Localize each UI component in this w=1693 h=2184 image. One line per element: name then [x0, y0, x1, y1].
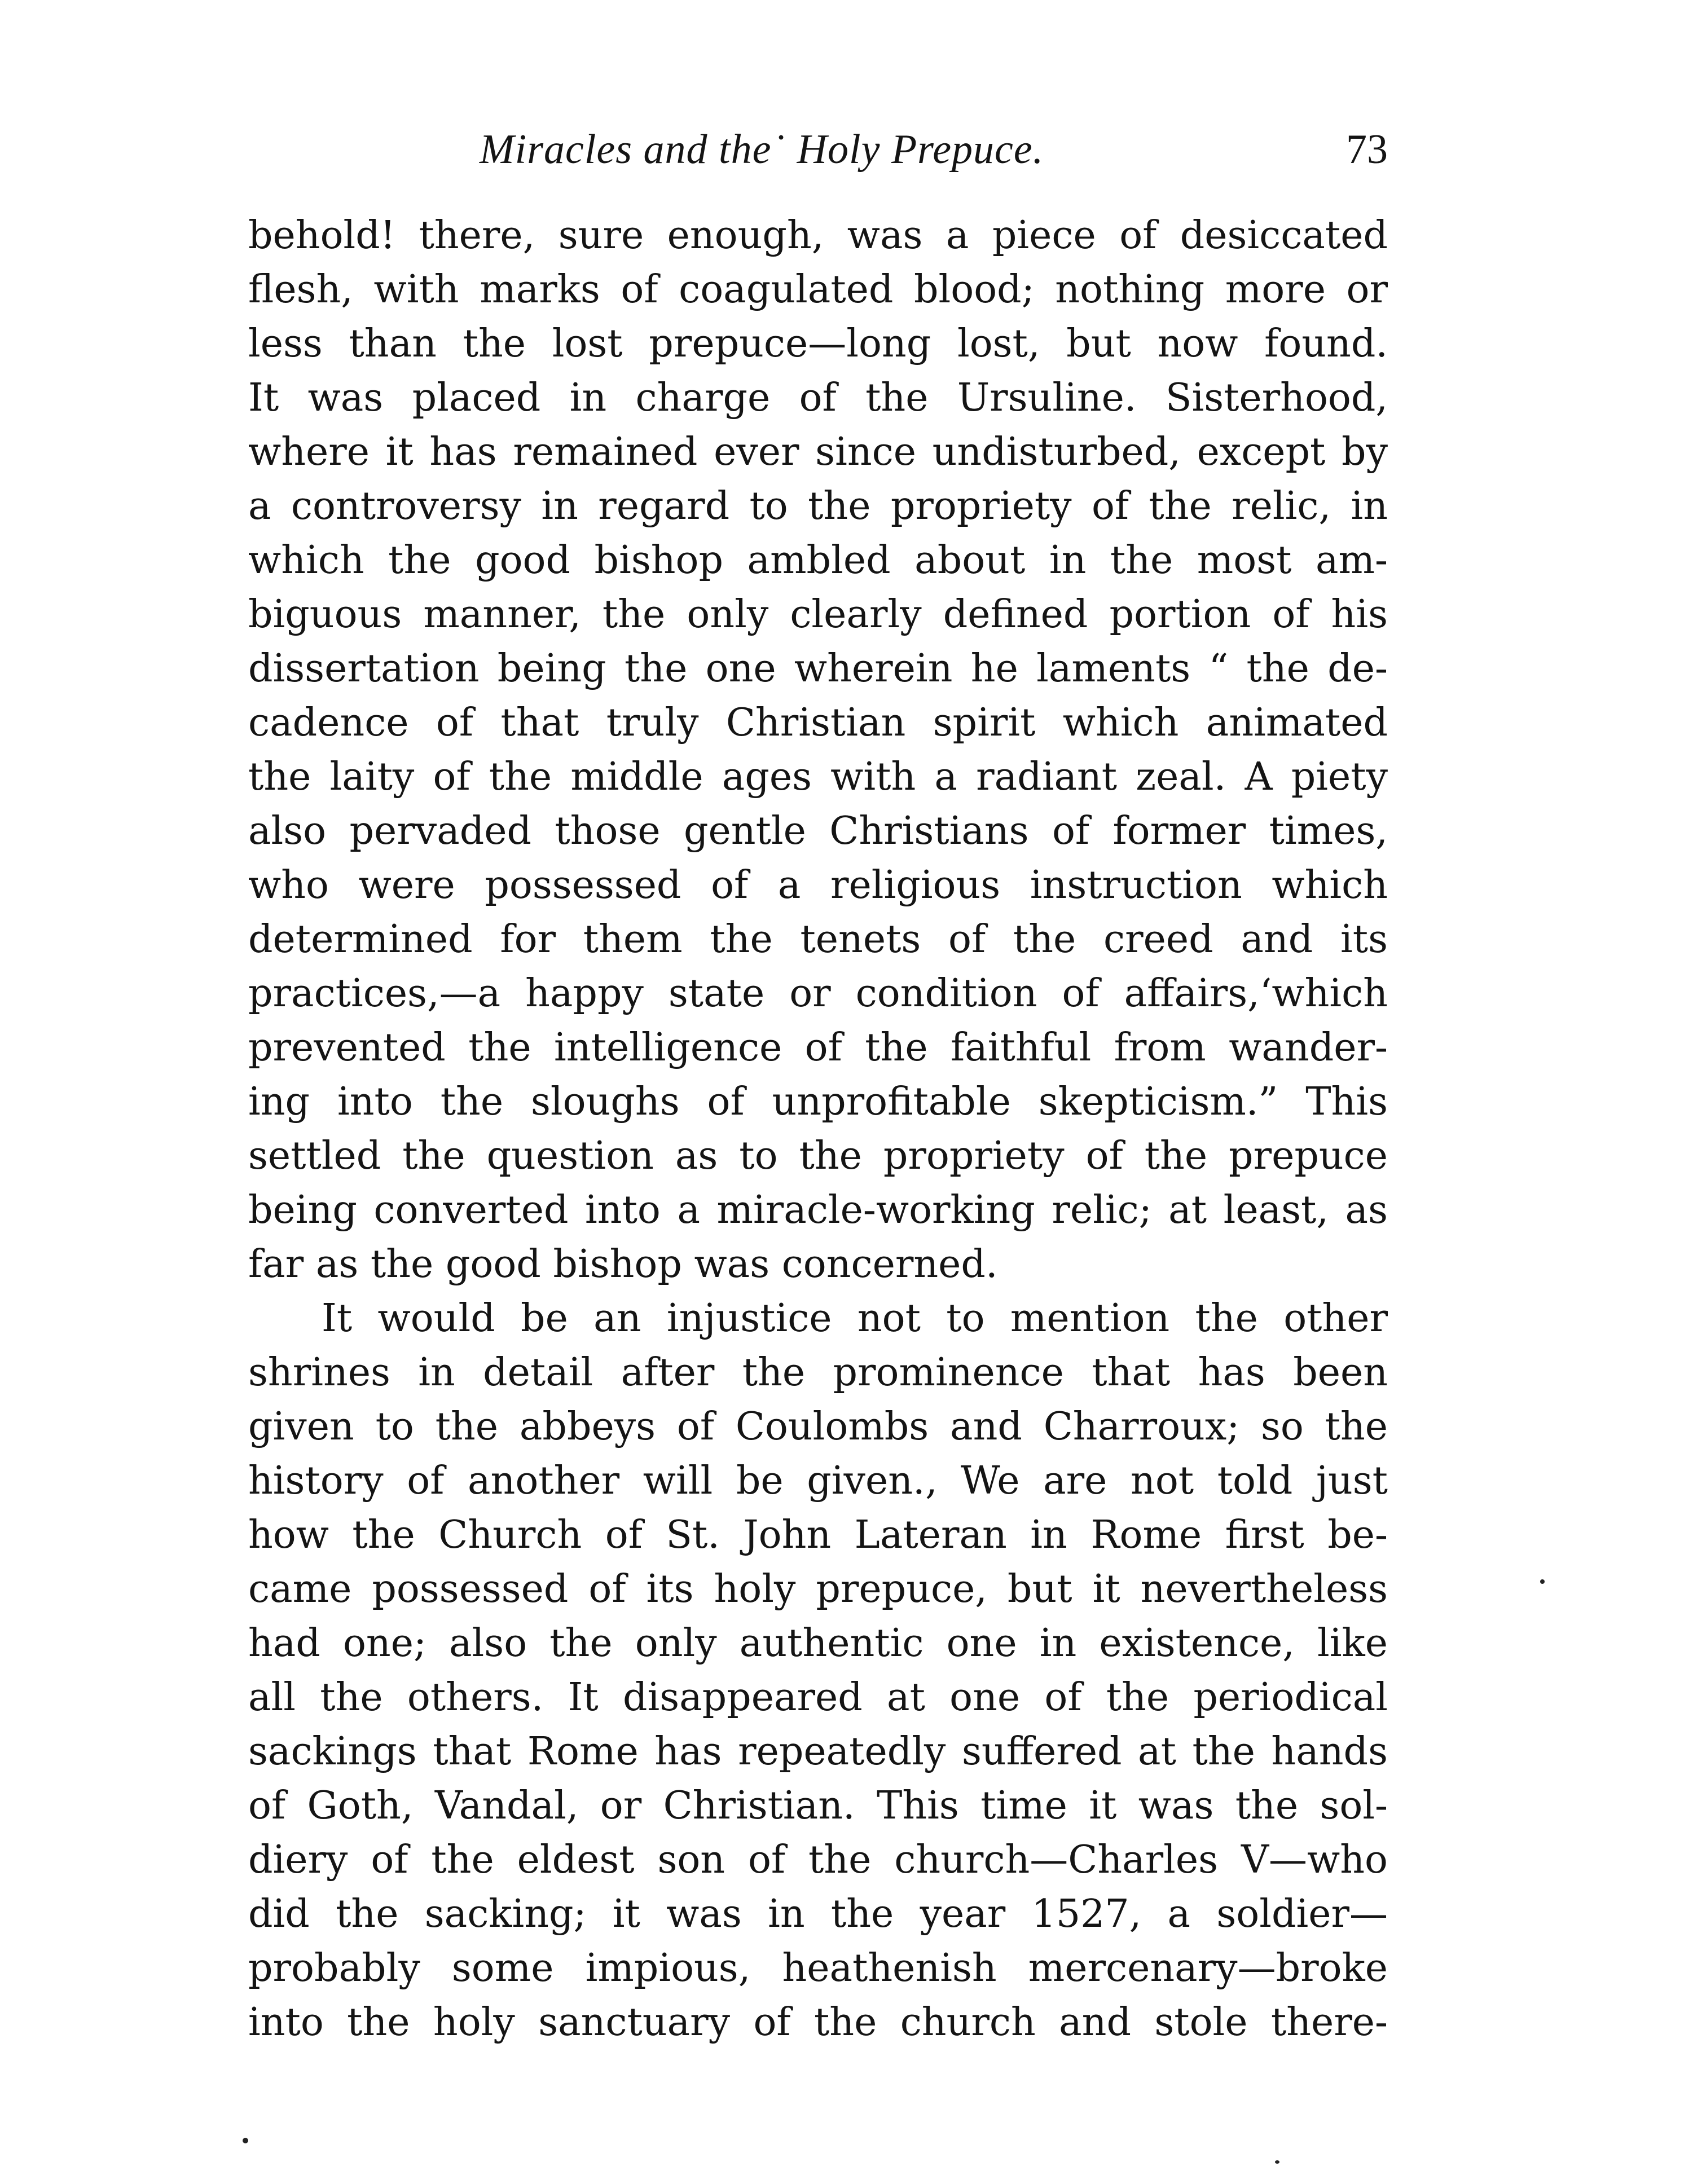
text-line: did the sacking; it was in the year 1527, a soldier—	[248, 1892, 1388, 1936]
text-line: also pervaded those gentle Christians of former times,	[248, 809, 1388, 853]
running-head	[248, 118, 1388, 180]
text-line: being converted into a miracle-working relic; at least, as	[248, 1188, 1388, 1232]
text-line: ing into the sloughs of unprofitable skepticism.” This	[248, 1080, 1388, 1124]
text-line: given to the abbeys of Coulombs and Charroux; so the	[248, 1404, 1388, 1449]
print-speck	[1540, 1579, 1545, 1584]
text-line: settled the question as to the propriety of the prepuce	[248, 1134, 1388, 1178]
paragraph-end-line: far as the good bishop was concerned.	[248, 1242, 998, 1287]
text-line: came possessed of its holy prepuce, but it nevertheless	[248, 1567, 1388, 1611]
paragraph-start-line: It would be an injustice not to mention the other	[322, 1296, 1388, 1341]
text-line: behold! there, sure enough, was a piece of desiccated	[248, 213, 1388, 258]
text-line: less than the lost prepuce—long lost, but now found.	[248, 322, 1388, 366]
body-text	[248, 209, 1388, 2050]
text-line: which the good bishop ambled about in the most am-	[248, 538, 1388, 583]
text-line: shrines in detail after the prominence that has been	[248, 1350, 1388, 1395]
print-speck	[1275, 2160, 1279, 2164]
text-line: flesh, with marks of coagulated blood; nothing more or	[248, 267, 1388, 312]
page-number: 73	[1346, 126, 1388, 173]
text-line: the laity of the middle ages with a radiant zeal. A piety	[248, 755, 1388, 799]
text-line: how the Church of St. John Lateran in Rome first be-	[248, 1513, 1388, 1557]
text-line: a controversy in regard to the propriety of the relic, in	[248, 484, 1388, 529]
text-line: diery of the eldest son of the church—Charles V—who	[248, 1838, 1388, 1882]
text-line: who were possessed of a religious instruction which	[248, 863, 1388, 908]
text-line: sackings that Rome has repeatedly suffered at the hands	[248, 1729, 1388, 1774]
text-line: all the others. It disappeared at one of the periodical	[248, 1675, 1388, 1720]
text-line: of Goth, Vandal, or Christian. This time it was the sol-	[248, 1784, 1388, 1828]
text-line: prevented the intelligence of the faithful from wander-	[248, 1025, 1388, 1070]
text-line: biguous manner, the only clearly defined portion of his	[248, 592, 1388, 637]
running-title: Miracles and the˙ Holy Prepuce.	[480, 126, 1044, 173]
text-line: cadence of that truly Christian spirit which animated	[248, 701, 1388, 745]
text-line: practices,—a happy state or condition of affairs,ʻwhich	[248, 971, 1388, 1016]
text-line: where it has remained ever since undisturbed, except by	[248, 430, 1388, 474]
text-line: It was placed in charge of the Ursuline. Sisterhood,	[248, 376, 1388, 420]
text-line: into the holy sanctuary of the church and stole there-	[248, 2000, 1388, 2045]
text-line: history of another will be given.‚ We are not told just	[248, 1459, 1388, 1503]
text-line: had one; also the only authentic one in existence, like	[248, 1621, 1388, 1666]
print-speck	[243, 2138, 248, 2143]
text-line: determined for them the tenets of the creed and its	[248, 917, 1388, 962]
text-line: dissertation being the one wherein he laments “ the de-	[248, 646, 1388, 691]
text-line: probably some impious, heathenish mercenary—broke	[248, 1946, 1388, 1991]
